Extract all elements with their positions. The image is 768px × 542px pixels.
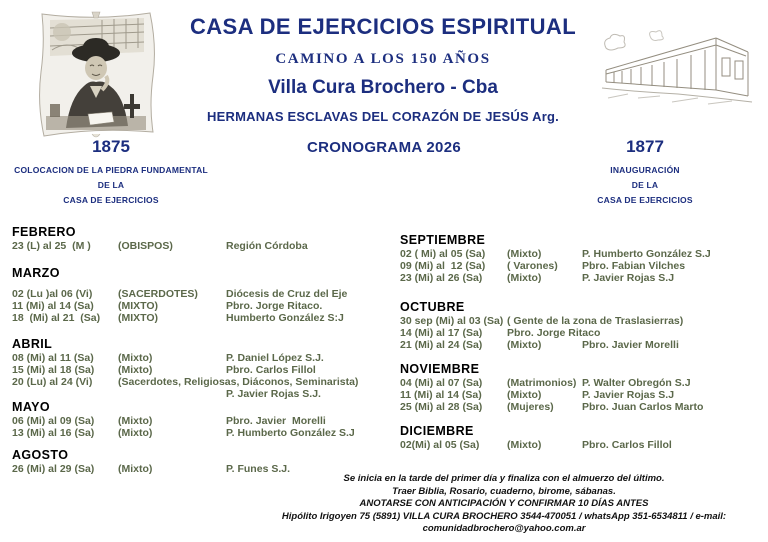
- row-dates: 08 (Mi) al 11 (Sa): [12, 352, 94, 364]
- row-leader: Región Córdoba: [226, 240, 308, 252]
- row-group: (Mixto): [507, 248, 542, 260]
- schedule-row: [400, 327, 764, 339]
- footer-note-start: Se inicia en la tarde del primer día y finaliza con el almuerzo del último.: [343, 473, 665, 484]
- schedule-row: [400, 272, 764, 284]
- row-group: (Mixto): [118, 415, 153, 427]
- year-1877-line3: CASA DE EJERCICIOS: [597, 195, 693, 205]
- row-group: (Matrimonios): [507, 377, 577, 389]
- schedule-row: [400, 260, 764, 272]
- row-dates: 06 (Mi) al 09 (Sa): [12, 415, 95, 427]
- row-leader: P. Javier Rojas S.J: [582, 272, 675, 284]
- row-group: (Mixto): [118, 364, 153, 376]
- row-group: (Mixto): [507, 272, 542, 284]
- schedule-title: CRONOGRAMA 2026: [307, 139, 461, 156]
- row-dates: 09 (Mi) al 12 (Sa): [400, 260, 486, 272]
- row-group: (MIXTO): [118, 312, 159, 324]
- schedule-row: [12, 388, 390, 400]
- row-dates: 23 (L) al 25 (M ): [12, 240, 91, 252]
- year-1877-line1: INAUGURACIÓN: [610, 165, 680, 175]
- row-group: (Mixto): [118, 352, 153, 364]
- year-1877-line2: DE LA: [631, 180, 659, 190]
- month-header: OCTUBRE: [400, 300, 465, 314]
- row-dates: 15 (Mi) al 18 (Sa): [12, 364, 95, 376]
- row-leader: Pbro. Javier Morelli: [226, 415, 326, 427]
- month-octubre: [400, 300, 764, 351]
- schedule-row: [12, 352, 390, 364]
- row-dates: 02 (Lu )al 06 (Vi): [12, 288, 93, 300]
- month-abril: [12, 337, 390, 400]
- casa-building-sketch-image: [598, 28, 758, 116]
- row-leader: P. Javier Rojas S.J: [582, 389, 675, 401]
- row-dates: 20 (Lu) al 24 (Vi): [12, 376, 93, 388]
- row-dates: 04 (Mi) al 07 (Sa): [400, 377, 483, 389]
- month-header: NOVIEMBRE: [400, 362, 480, 376]
- row-leader: Humberto González S:J: [226, 312, 344, 324]
- year-1877: 1877: [626, 137, 664, 156]
- month-header: ABRIL: [12, 337, 53, 351]
- month-mayo: [12, 400, 390, 439]
- row-dates: 18 (Mi) al 21 (Sa): [12, 312, 101, 324]
- schedule-row: [12, 240, 390, 252]
- row-leader: P. Funes S.J.: [226, 463, 290, 475]
- row-leader: Pbro. Jorge Ritaco.: [226, 300, 323, 312]
- schedule-row: [400, 389, 764, 401]
- schedule-row: [12, 376, 390, 388]
- row-dates: 26 (Mi) al 29 (Sa): [12, 463, 95, 475]
- month-header: SEPTIEMBRE: [400, 233, 486, 247]
- row-group: Pbro. Jorge Ritaco: [507, 327, 601, 339]
- row-group: (MIXTO): [118, 300, 159, 312]
- congregation-title: HERMANAS ESCLAVAS DEL CORAZÓN DE JESÚS Arg.: [207, 109, 559, 124]
- schedule-column-right: [400, 220, 764, 451]
- footer-note-bring: Traer Biblia, Rosario, cuaderno, birome, sábanas.: [392, 485, 616, 497]
- row-dates: 14 (Mi) al 17 (Sa): [400, 327, 483, 339]
- schedule-row: [12, 364, 390, 376]
- footer-contact-info: Hipólito Irigoyen 75 (5891) VILLA CURA BROCHERO 3544-470051 / whatsApp 351-6534811 / e-mail: comunidadbrochero@yahoo.com.ar: [281, 510, 727, 534]
- page-title: CASA DE EJERCICIOS ESPIRITUAL: [189, 14, 577, 39]
- year-1875-line3: CASA DE EJERCICIOS: [63, 195, 159, 205]
- schedule-row: [400, 439, 764, 451]
- year-1875: 1875: [92, 137, 130, 156]
- row-leader: Pbro. Carlos Fillol: [226, 364, 316, 376]
- schedule-row: [12, 288, 390, 300]
- month-agosto: [12, 448, 390, 475]
- row-group: ( Varones): [507, 260, 558, 272]
- row-dates: [12, 388, 118, 400]
- location-title: Villa Cura Brochero - Cba: [268, 77, 498, 98]
- row-group: (Mixto): [507, 439, 542, 451]
- month-header: DICIEMBRE: [400, 424, 474, 438]
- row-group: (Sacerdotes, Religiosas, Diáconos, Seminarista): [118, 376, 359, 388]
- header: [168, 14, 598, 124]
- row-dates: 11 (Mi) al 14 (Sa): [400, 389, 482, 401]
- schedule-row: [12, 427, 390, 439]
- row-group: (SACERDOTES): [118, 288, 198, 300]
- row-group: (Mixto): [118, 463, 153, 475]
- month-diciembre: [400, 424, 764, 451]
- row-dates: 30 sep (Mi) al 03 (Sa): [400, 315, 504, 327]
- row-group: (Mixto): [507, 389, 542, 401]
- month-septiembre: [400, 233, 764, 284]
- row-group: ( Gente de la zona de Traslasierras): [507, 315, 684, 327]
- footer-notes: [240, 473, 768, 536]
- row-dates: 02 ( Mi) al 05 (Sa): [400, 248, 486, 260]
- month-header: MARZO: [12, 266, 60, 280]
- footer-note-register: ANOTARSE CON ANTICIPACIÓN Y CONFIRMAR 10 DÍAS ANTES: [359, 498, 649, 509]
- brochero-engraving-image: [32, 6, 160, 144]
- schedule-row: [400, 339, 764, 351]
- schedule-row: [400, 401, 764, 413]
- anniversary-subtitle: CAMINO A LOS 150 AÑOS: [275, 51, 491, 67]
- month-header: MAYO: [12, 400, 50, 414]
- row-dates: 25 (Mi) al 28 (Sa): [400, 401, 483, 413]
- schedule-row: [12, 300, 390, 312]
- year-1877-block: [560, 137, 730, 205]
- month-marzo: [12, 266, 390, 324]
- schedule-row: [400, 315, 764, 327]
- row-group: (Mixto): [507, 339, 542, 351]
- month-noviembre: [400, 362, 764, 413]
- row-group: (OBISPOS): [118, 240, 173, 252]
- row-dates: 23 (Mi) al 26 (Sa): [400, 272, 483, 284]
- row-leader: Diócesis de Cruz del Eje: [226, 288, 348, 300]
- month-header: FEBRERO: [12, 225, 76, 239]
- month-febrero: [12, 225, 390, 252]
- row-leader: P. Javier Rojas S.J.: [226, 388, 321, 400]
- row-group: (Mujeres): [507, 401, 554, 413]
- schedule-column-left: [12, 220, 390, 475]
- month-header: AGOSTO: [12, 448, 69, 462]
- row-leader: P. Walter Obregón S.J: [582, 377, 691, 389]
- row-dates: 13 (Mi) al 16 (Sa): [12, 427, 95, 439]
- row-group: (Mixto): [118, 427, 153, 439]
- row-leader: P. Humberto González S.J: [226, 427, 355, 439]
- row-leader: Pbro. Fabian Vilches: [582, 260, 686, 272]
- row-leader: Pbro. Javier Morelli: [582, 339, 679, 351]
- row-dates: 21 (Mi) al 24 (Sa): [400, 339, 483, 351]
- row-group: [118, 388, 226, 400]
- row-dates: 11 (Mi) al 14 (Sa): [12, 300, 94, 312]
- row-leader: Pbro. Carlos Fillol: [582, 439, 672, 451]
- schedule-row: [400, 377, 764, 389]
- row-leader: P. Daniel López S.J.: [226, 352, 324, 364]
- year-1875-block: [0, 137, 222, 205]
- schedule-row: [400, 248, 764, 260]
- year-1875-line1: COLOCACION DE LA PIEDRA FUNDAMENTAL: [14, 165, 208, 175]
- schedule-row: [12, 312, 390, 324]
- row-dates: 02(Mi) al 05 (Sa): [400, 439, 480, 451]
- schedule-row: [12, 415, 390, 427]
- row-leader: Pbro. Juan Carlos Marto: [582, 401, 704, 413]
- row-leader: P. Humberto González S.J: [582, 248, 711, 260]
- year-1875-line2: DE LA: [97, 180, 125, 190]
